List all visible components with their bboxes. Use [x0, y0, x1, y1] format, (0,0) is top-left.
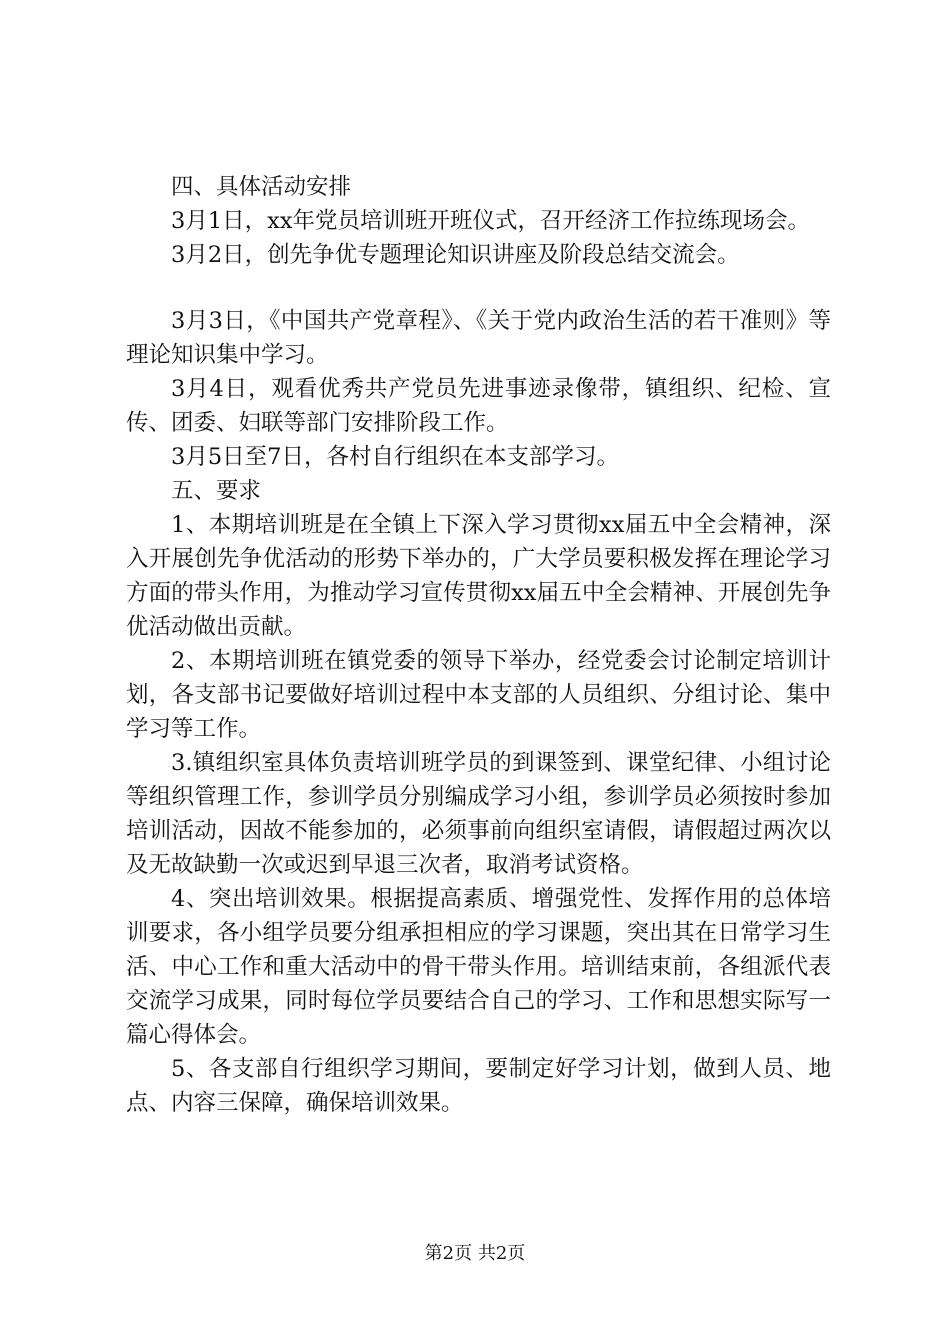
paragraph-march-2: 3月2日，创先争优专题理论知识讲座及阶段总结交流会。 [171, 242, 740, 268]
requirement-2: 2、本期培训班在镇党委的领导下举办，经党委会讨论制定培训计划，各支部书记要做好培训过程中本支部的人员组织、分组讨论、集中学习等工作。 [126, 648, 831, 742]
requirement-5: 5、各支部自行组织学习期间，要制定好学习计划，做到人员、地点、内容三保障，确保培训效果。 [126, 1056, 831, 1116]
document-body [126, 170, 831, 1120]
paragraph-march-4: 3月4日，观看优秀共产党员先进事迹录像带，镇组织、纪检、宣传、团委、妇联等部门安排阶段工作。 [126, 376, 831, 436]
requirement-3: 3.镇组织室具体负责培训班学员的到课签到、课堂纪律、小组讨论等组织管理工作，参训学员分别编成学习小组，参训学员必须按时参加培训活动，因故不能参加的，必须事前向组织室请假，请假超过两次以及无故缺勤一次或迟到早退三次者，取消考试资格。 [126, 750, 831, 878]
page-number: 第2页 共2页 [424, 1243, 526, 1264]
requirement-1: 1、本期培训班是在全镇上下深入学习贯彻xx届五中全会精神，深入开展创先争优活动的形势下举办的，广大学员要积极发挥在理论学习方面的带头作用，为推动学习宣传贯彻xx届五中全会精神、开展创先争优活动做出贡献。 [126, 512, 831, 640]
paragraph-march-1: 3月1日，xx年党员培训班开班仪式，召开经济工作拉练现场会。 [171, 208, 811, 234]
page-footer [0, 1242, 950, 1266]
paragraph-march-3: 3月3日，《中国共产党章程》、《关于党内政治生活的若干准则》等理论知识集中学习。 [126, 308, 831, 368]
paragraph-march-5-7: 3月5日至7日，各村自行组织在本支部学习。 [171, 444, 619, 470]
section-heading-activities: 四、具体活动安排 [171, 174, 352, 200]
section-heading-requirements: 五、要求 [171, 478, 262, 504]
requirement-4: 4、突出培训效果。根据提高素质、增强党性、发挥作用的总体培训要求，各小组学员要分组承担相应的学习课题，突出其在日常学习生活、中心工作和重大活动中的骨干带头作用。培训结束前，各组派代表交流学习成果，同时每位学员要结合自己的学习、工作和思想实际写一篇心得体会。 [126, 886, 831, 1048]
